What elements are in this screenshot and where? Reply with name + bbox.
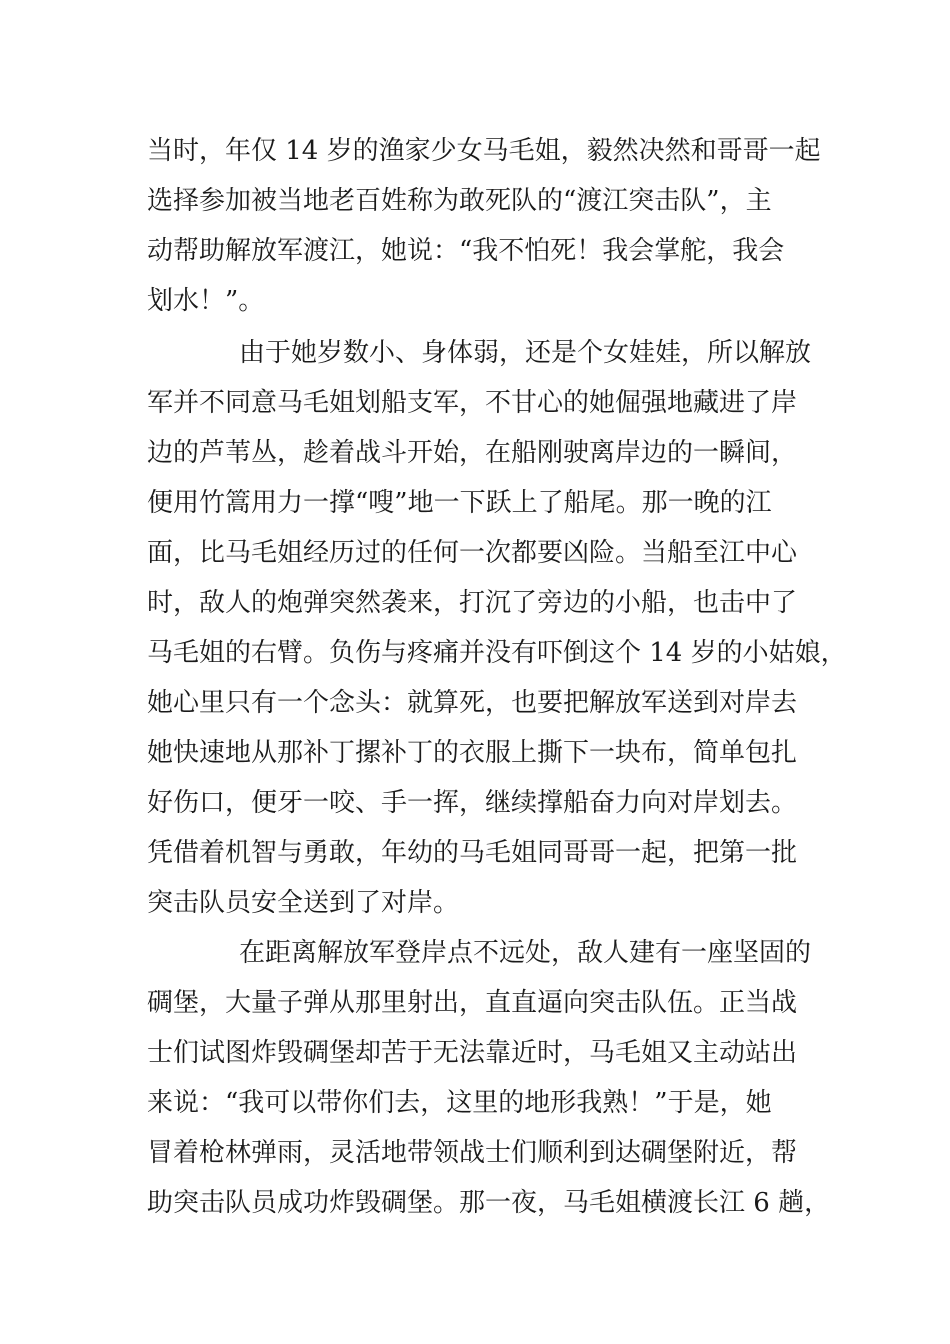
paragraph-3-line-4: 来说：“我可以带你们去，这里的地形我熟！”于是，她 xyxy=(147,1088,772,1118)
paragraph-3-line-1: 在距离解放军登岸点不远处，敌人建有一座坚固的 xyxy=(239,938,812,968)
paragraph-1-line-3: 动帮助解放军渡江，她说：“我不怕死！我会掌舵，我会 xyxy=(147,236,785,266)
paragraph-3-line-3: 士们试图炸毁碉堡却苦于无法靠近时，马毛姐又主动站出 xyxy=(147,1038,798,1068)
paragraph-2-line-2: 军并不同意马毛姐划船支军，不甘心的她倔强地藏进了岸 xyxy=(147,388,798,418)
paragraph-1-line-4: 划水！”。 xyxy=(147,286,265,316)
paragraph-2-line-5: 面，比马毛姐经历过的任何一次都要凶险。当船至江中心 xyxy=(147,538,798,568)
paragraph-2-line-3: 边的芦苇丛，趁着战斗开始，在船刚驶离岸边的一瞬间， xyxy=(147,438,798,468)
paragraph-1-line-1: 当时，年仅 14 岁的渔家少女马毛姐，毅然决然和哥哥一起 xyxy=(147,136,821,166)
paragraph-2-line-8: 她心里只有一个念头：就算死，也要把解放军送到对岸去 xyxy=(147,688,798,718)
paragraph-2-line-12: 突击队员安全送到了对岸。 xyxy=(147,888,460,918)
paragraph-1-line-2: 选择参加被当地老百姓称为敢死队的“渡江突击队”，主 xyxy=(147,186,772,216)
paragraph-3-line-2: 碉堡，大量子弹从那里射出，直直逼向突击队伍。正当战 xyxy=(147,988,798,1018)
paragraph-3-line-5: 冒着枪林弹雨，灵活地带领战士们顺利到达碉堡附近，帮 xyxy=(147,1138,798,1168)
paragraph-2-line-9: 她快速地从那补丁摞补丁的衣服上撕下一块布，简单包扎 xyxy=(147,738,798,768)
paragraph-2-line-6: 时，敌人的炮弹突然袭来，打沉了旁边的小船，也击中了 xyxy=(147,588,798,618)
paragraph-2-line-4: 便用竹篙用力一撑“嗖”地一下跃上了船尾。那一晚的江 xyxy=(147,488,772,518)
paragraph-3-line-6: 助突击队员成功炸毁碉堡。那一夜，马毛姐横渡长江 6 趟， xyxy=(147,1188,831,1218)
paragraph-2-line-7: 马毛姐的右臂。负伤与疼痛并没有吓倒这个 14 岁的小姑娘， xyxy=(147,638,847,668)
paragraph-2-line-1: 由于她岁数小、身体弱，还是个女娃娃，所以解放 xyxy=(239,338,812,368)
paragraph-2-line-11: 凭借着机智与勇敢，年幼的马毛姐同哥哥一起，把第一批 xyxy=(147,838,798,868)
paragraph-2-line-10: 好伤口，便牙一咬、手一挥，继续撑船奋力向对岸划去。 xyxy=(147,788,798,818)
